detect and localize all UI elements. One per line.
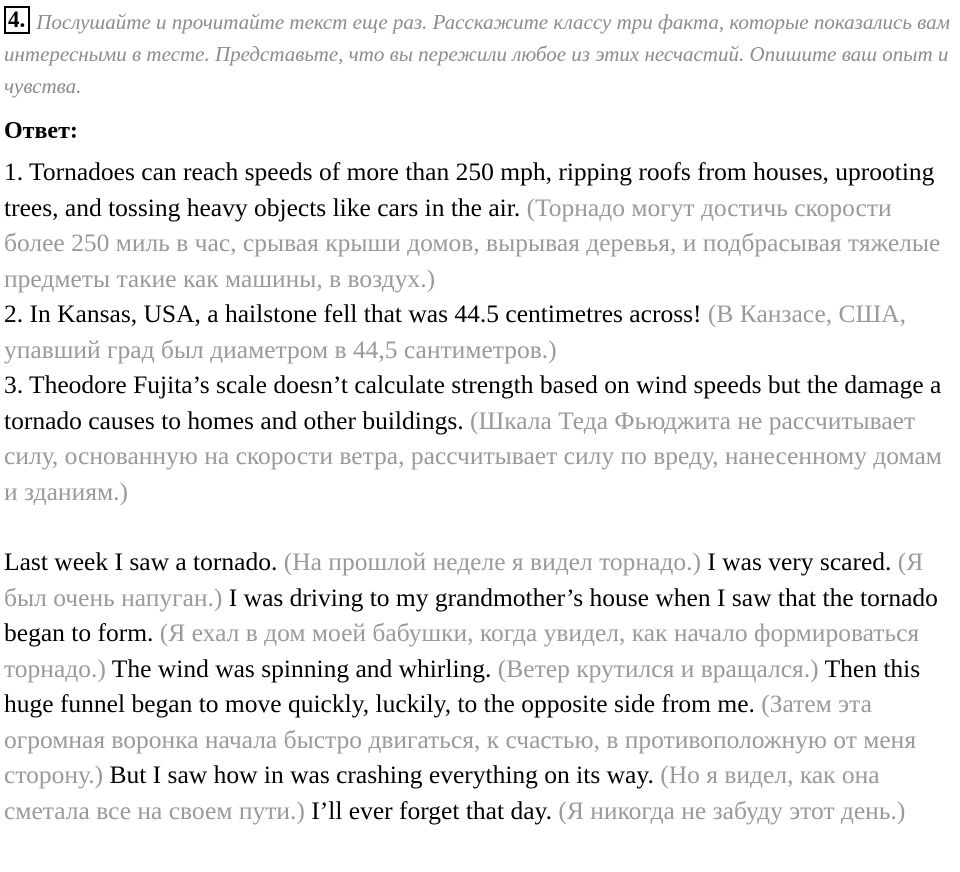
answer-content (4, 154, 958, 828)
document-page (4, 6, 958, 828)
story-sentence-6: But I saw how in was crashing everything on its way. (109, 760, 654, 789)
paragraph-gap (4, 509, 958, 544)
story-sentence-4: The wind was spinning and whirling. (111, 653, 492, 683)
story-sentence-7: I’ll ever forget that day. (311, 795, 552, 825)
story-translation-1: (На прошлой неделе я видел торнадо.) (283, 547, 701, 576)
story-translation-6: (Но я видел, как она сметала все на своем пути.) (4, 760, 880, 825)
story-translation-2: (Я был очень напуган.) (4, 547, 924, 612)
story-sentence-1: Last week I saw a tornado. (4, 547, 278, 576)
story-translation-3: (Я ехал в дом моей бабушки, когда увидел, как начало формироваться торнадо.) (4, 618, 920, 683)
fact-2 (4, 296, 958, 367)
fact-3-english: 3. Theodore Fujita’s scale doesn’t calculate strength based on wind speeds but the damage a tornado causes to homes and other buildings. (4, 370, 942, 435)
story-translation-5: (Затем эта огромная воронка начала быстро двигаться, к счастью, в противоположную от меня сторону.) (4, 689, 917, 789)
task-instruction (4, 6, 958, 102)
story-sentence-2: I was very scared. (707, 547, 892, 576)
story-paragraph (4, 544, 958, 828)
task-instruction-text: Послушайте и прочитайте текст еще раз. Расскажите классу три факта, которые показались вам интересными в тесте. Представьте, что вы пережили любое из этих несчастий. Опишите ваш опыт и чувства. (4, 10, 951, 98)
story-sentence-5: Then this huge funnel began to move quickly, luckily, to the opposite side from me. (4, 653, 921, 718)
answer-label: Ответ: (4, 118, 78, 144)
story-translation-4: (Ветер крутился и вращался.) (497, 653, 819, 683)
fact-1-english: 1. Tornadoes can reach speeds of more than 250 mph, ripping roofs from houses, uprooting trees, and tossing heavy objects like cars in the air. (4, 157, 935, 222)
task-number-box: 4. (4, 6, 30, 34)
fact-2-english: 2. In Kansas, USA, a hailstone fell that was 44.5 centimetres across! (4, 299, 702, 328)
fact-1-translation: (Торнадо могут достичь скорости более 250 миль в час, срывая крыши домов, вырывая деревья, и подбрасывая тяжелые предметы такие как машины, в воздух.) (4, 192, 941, 293)
fact-3-translation: (Шкала Теда Фьюджита не рассчитывает силу, основанную на скорости ветра, рассчитывает силу по вреду, нанесенному домам и зданиям.) (4, 405, 942, 506)
story-translation-7: (Я никогда не забуду этот день.) (558, 795, 906, 825)
fact-1 (4, 154, 958, 296)
fact-2-translation: (В Канзасе, США, упавший град был диаметром в 44,5 сантиметров.) (4, 299, 907, 364)
fact-3 (4, 367, 958, 509)
story-sentence-3: I was driving to my grandmother’s house when I saw that the tornado began to form. (4, 582, 938, 647)
